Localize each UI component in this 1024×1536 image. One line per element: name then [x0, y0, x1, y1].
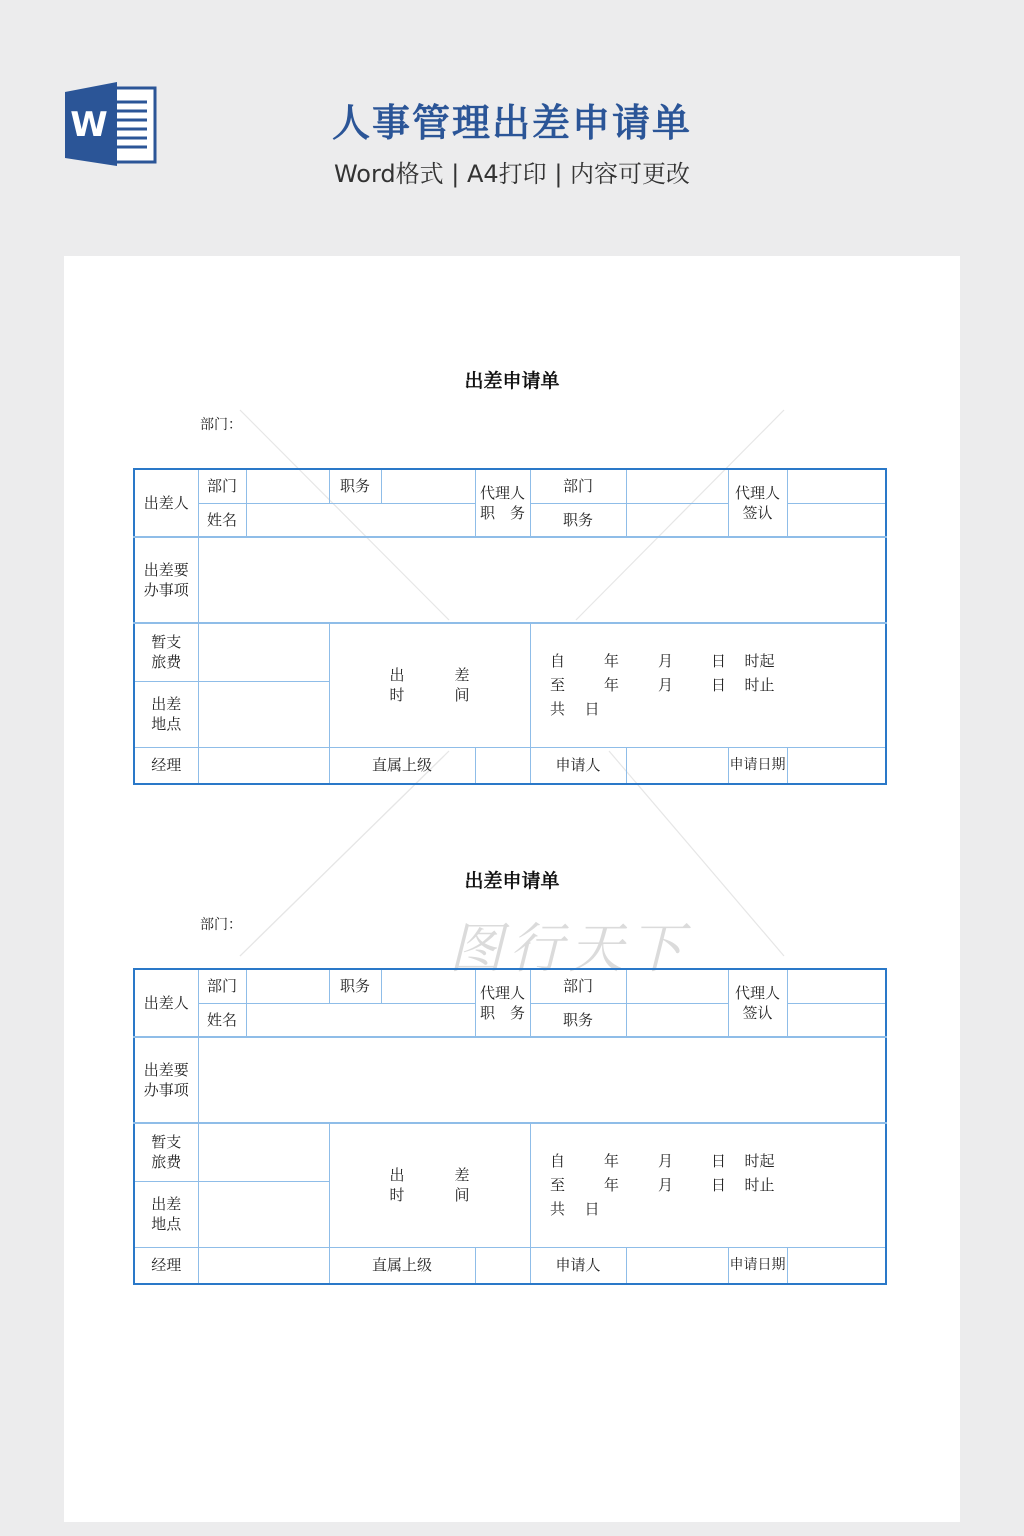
- dept-header-label: 部门：: [200, 417, 242, 433]
- advance-label: 暂支 旅费: [134, 1123, 198, 1181]
- matters-label: 出差要 办事项: [134, 1037, 198, 1123]
- manager-label: 经理: [134, 1247, 198, 1284]
- form-title: 出差申请单: [464, 870, 560, 892]
- travel-request-table: [133, 968, 887, 1285]
- dept-input[interactable]: [246, 969, 329, 1003]
- position-input[interactable]: [381, 969, 475, 1003]
- agent-position-label: 代理人 职 务: [475, 469, 530, 537]
- traveler-label: 出差人: [134, 469, 198, 537]
- position-label: 职务: [329, 469, 381, 503]
- page-subtitle: Word格式 | A4打印 | 内容可更改: [333, 160, 691, 188]
- supervisor-label: 直属上级: [329, 747, 475, 784]
- agent-sign-input-1[interactable]: [787, 969, 886, 1003]
- matters-label: 出差要 办事项: [134, 537, 198, 623]
- supervisor-input[interactable]: [475, 1247, 530, 1284]
- agent-dept-label: 部门: [530, 469, 626, 503]
- travel-date-range[interactable]: 自 年 月 日 时起 至 年 月 日 时止 共 日: [530, 623, 886, 747]
- matters-input[interactable]: [198, 537, 886, 623]
- apply-date-input[interactable]: [787, 747, 886, 784]
- agent-sign-input-1[interactable]: [787, 469, 886, 503]
- dept-field-label: 部门: [198, 969, 246, 1003]
- agent-position-label: 代理人 职 务: [475, 969, 530, 1037]
- traveler-label: 出差人: [134, 969, 198, 1037]
- advance-input[interactable]: [198, 623, 329, 681]
- travel-date-range[interactable]: 自 年 月 日 时起 至 年 月 日 时止 共 日: [530, 1123, 886, 1247]
- advance-label: 暂支 旅费: [134, 623, 198, 681]
- supervisor-label: 直属上级: [329, 1247, 475, 1284]
- name-input[interactable]: [246, 503, 475, 537]
- applicant-label: 申请人: [530, 1247, 626, 1284]
- dept-field-label: 部门: [198, 469, 246, 503]
- form-title: 出差申请单: [464, 370, 560, 392]
- agent-position-input[interactable]: [626, 503, 728, 537]
- watermark-text: 图行天下: [449, 917, 689, 980]
- agent-sign-input-2[interactable]: [787, 503, 886, 537]
- position-input[interactable]: [381, 469, 475, 503]
- manager-input[interactable]: [198, 1247, 329, 1284]
- advance-input[interactable]: [198, 1123, 329, 1181]
- place-label: 出差 地点: [134, 681, 198, 747]
- matters-input[interactable]: [198, 1037, 886, 1123]
- place-input[interactable]: [198, 1181, 329, 1247]
- name-label: 姓名: [198, 1003, 246, 1037]
- agent-dept-input[interactable]: [626, 969, 728, 1003]
- supervisor-input[interactable]: [475, 747, 530, 784]
- dept-input[interactable]: [246, 469, 329, 503]
- travel-time-label: 出 差 时 间: [329, 623, 530, 747]
- agent-sign-input-2[interactable]: [787, 1003, 886, 1037]
- agent-position-field-label: 职务: [530, 503, 626, 537]
- agent-sign-label: 代理人 签认: [728, 969, 787, 1037]
- agent-sign-label: 代理人 签认: [728, 469, 787, 537]
- svg-text:W: W: [70, 105, 108, 145]
- name-input[interactable]: [246, 1003, 475, 1037]
- place-input[interactable]: [198, 681, 329, 747]
- agent-position-field-label: 职务: [530, 1003, 626, 1037]
- agent-position-input[interactable]: [626, 1003, 728, 1037]
- applicant-label: 申请人: [530, 747, 626, 784]
- manager-input[interactable]: [198, 747, 329, 784]
- applicant-input[interactable]: [626, 747, 728, 784]
- place-label: 出差 地点: [134, 1181, 198, 1247]
- agent-dept-input[interactable]: [626, 469, 728, 503]
- page-title: 人事管理出差申请单: [331, 101, 692, 145]
- apply-date-label: 申请日期: [728, 1247, 787, 1284]
- apply-date-input[interactable]: [787, 1247, 886, 1284]
- agent-dept-label: 部门: [530, 969, 626, 1003]
- dept-header-label: 部门：: [200, 917, 242, 933]
- travel-time-label: 出 差 时 间: [329, 1123, 530, 1247]
- position-label: 职务: [329, 969, 381, 1003]
- applicant-input[interactable]: [626, 1247, 728, 1284]
- name-label: 姓名: [198, 503, 246, 537]
- travel-request-table: [133, 468, 887, 785]
- manager-label: 经理: [134, 747, 198, 784]
- apply-date-label: 申请日期: [728, 747, 787, 784]
